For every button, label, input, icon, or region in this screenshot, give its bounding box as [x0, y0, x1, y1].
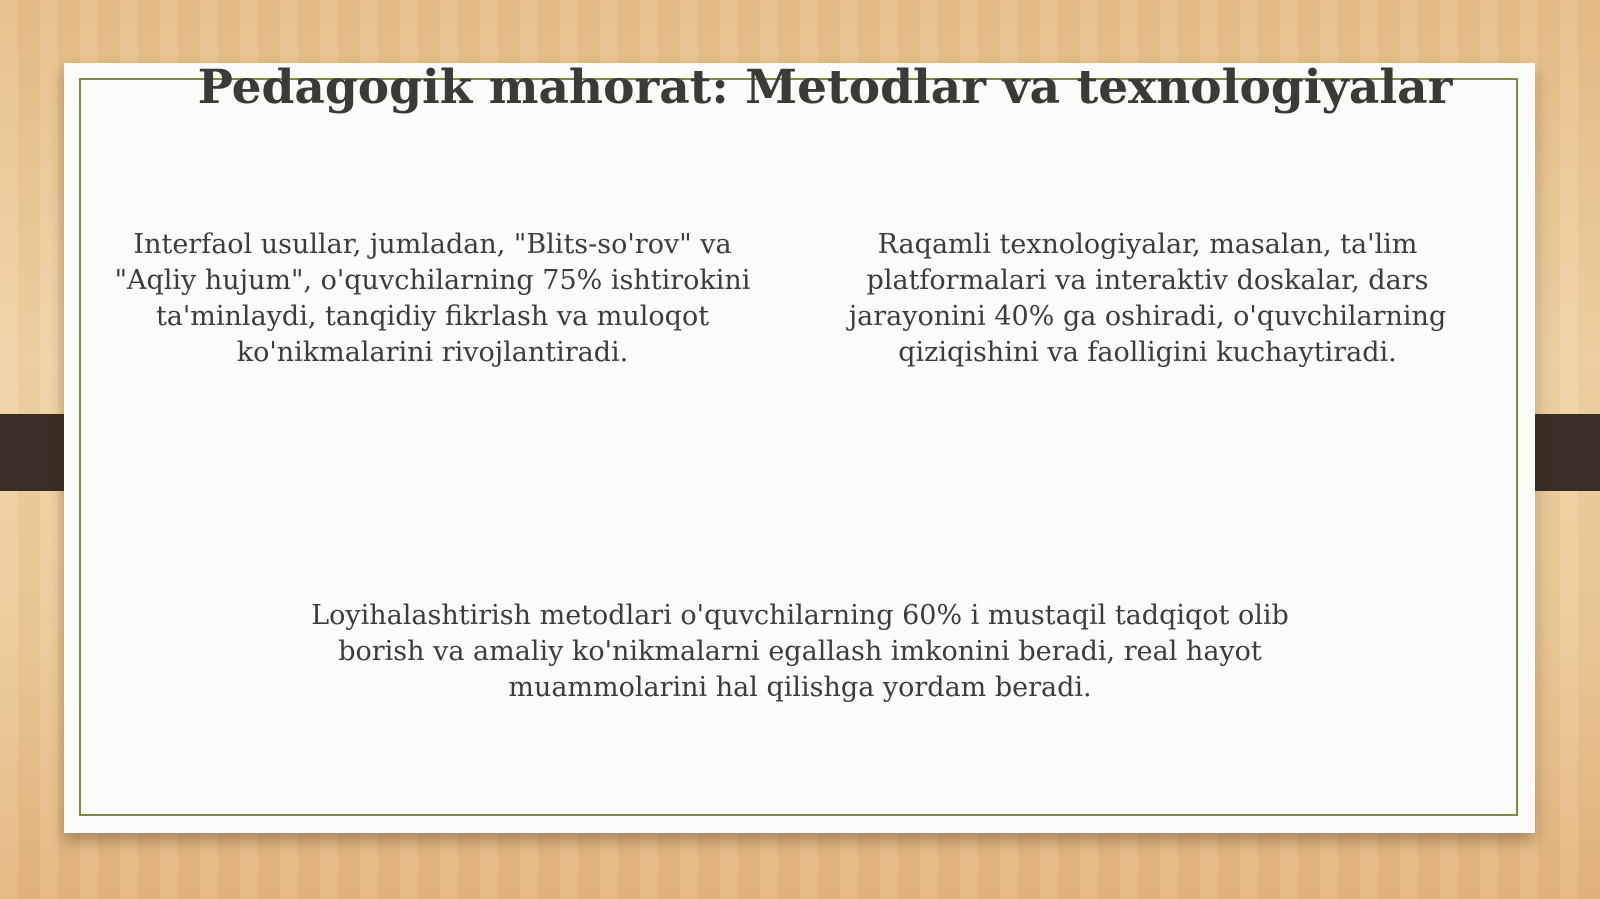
- text-block-interactive-methods: Interfaol usullar, jumladan, "Blits-so'rov" va "Aqliy hujum", o'quvchilarning 75% ishtirokini ta'minlaydi, tanqidiy fikrlash va muloqot ko'nikmalarini rivojlantiradi.: [114, 229, 751, 368]
- text-block-project-methods: Loyihalashtirish metodlari o'quvchilarning 60% i mustaqil tadqiqot olib borish va amaliy ko'nikmalarni egallash imkonini beradi, real hayot muammolarini hal qilishga yordam beradi.: [311, 600, 1289, 703]
- text-block-digital-technologies: Raqamli texnologiyalar, masalan, ta'lim platformalari va interaktiv doskalar, dars jarayonini 40% ga oshiradi, o'quvchilarning qiziqishini va faolligini kuchaytiradi.: [848, 229, 1447, 368]
- slide-title: Pedagogik mahorat: Metodlar va texnologiyalar: [197, 60, 1453, 115]
